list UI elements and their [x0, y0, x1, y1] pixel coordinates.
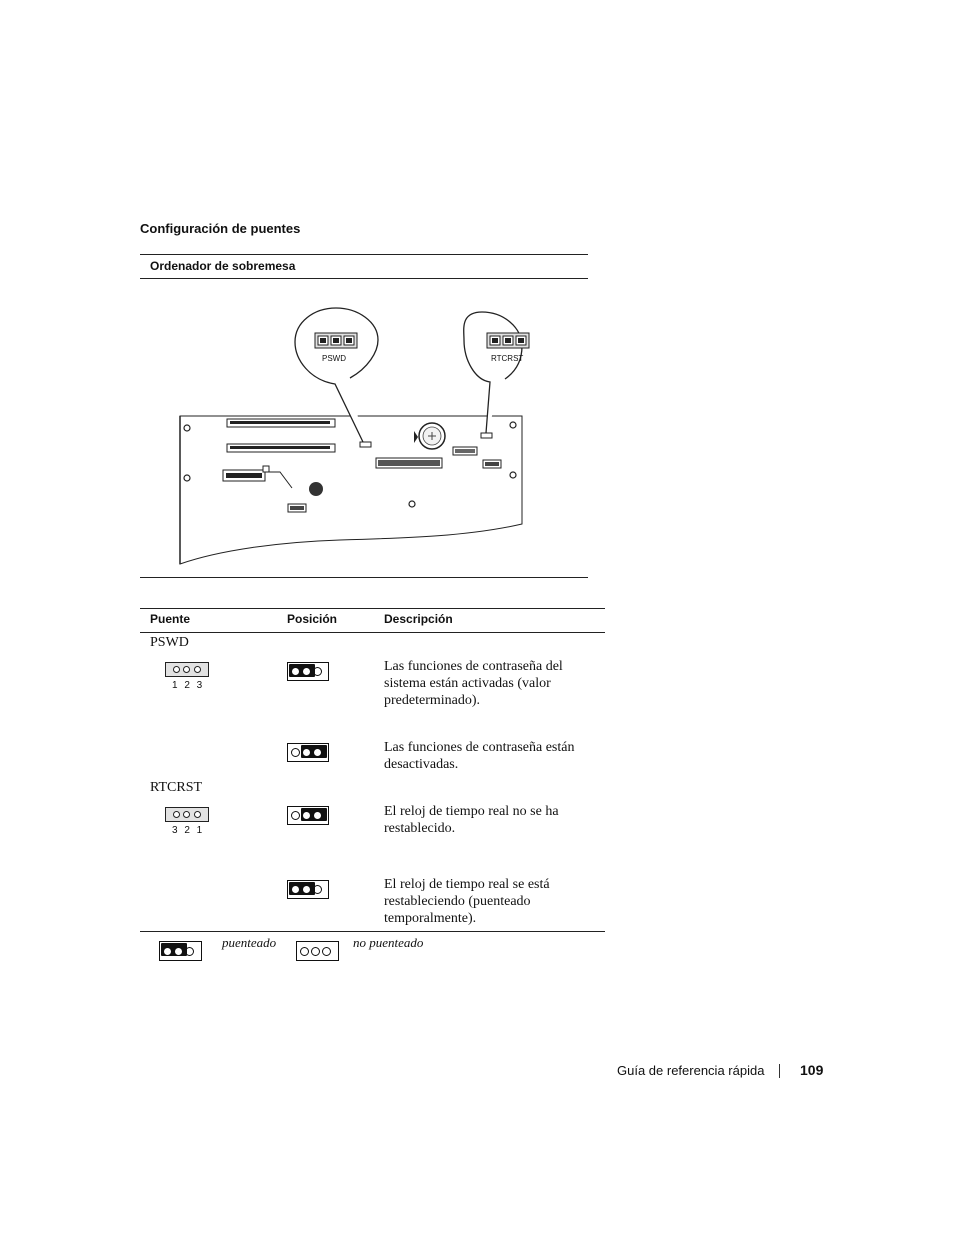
table-top-rule	[140, 608, 605, 609]
figure-bottom-rule	[140, 577, 588, 578]
legend-unjumpered-icon	[296, 941, 339, 961]
rtcrst-callout-label: RTCRST	[491, 354, 524, 363]
pswd-pin-numbers: 1 2 3	[172, 680, 205, 691]
jumper-pins-2-1-closed-icon	[287, 806, 329, 825]
rtcrst-jumper-location	[481, 433, 492, 438]
legend-unjumpered-label: no puenteado	[353, 935, 424, 950]
rtcrst-callout	[464, 312, 522, 433]
rtcrst-callout-header	[487, 333, 529, 348]
rtcrst-header-icon	[165, 807, 209, 822]
footer-title: Guía de referencia rápida	[617, 1063, 765, 1078]
rtc-reset-description: El reloj de tiempo real se está restableciendo (puenteado temporalmente).	[384, 877, 550, 926]
rtc-not-reset-description: El reloj de tiempo real no se ha restablecido.	[384, 804, 559, 836]
pswd-callout-header	[315, 333, 357, 348]
speaker	[309, 482, 323, 496]
motherboard-diagram	[170, 300, 540, 570]
section-title: Configuración de puentes	[140, 221, 301, 236]
pswd-jumper-location	[360, 442, 371, 447]
jumper-pins-1-2-closed-icon	[287, 662, 329, 681]
jumper-pins-3-2-closed-icon	[287, 880, 329, 899]
figure-subhead-rule	[140, 278, 588, 279]
jumper-pins-2-3-closed-icon	[287, 743, 329, 762]
pswd-header-icon	[165, 662, 209, 677]
pswd-disabled-description: Las funciones de contraseña están desactivadas.	[384, 740, 575, 772]
figure-subhead: Ordenador de sobremesa	[150, 259, 296, 273]
legend-jumpered-label: puenteado	[222, 935, 277, 950]
figure-top-rule	[140, 254, 588, 255]
pswd-enabled-description: Las funciones de contraseña del sistema están activadas (valor predeterminado).	[384, 659, 563, 708]
table-header-rule	[140, 632, 605, 633]
legend-jumpered-icon	[159, 941, 202, 961]
column-header-description: Descripción	[384, 612, 453, 626]
pswd-callout-label: PSWD	[322, 354, 346, 363]
rtcrst-pin-numbers: 3 2 1	[172, 825, 205, 836]
footer-separator	[779, 1064, 780, 1078]
column-header-position: Posición	[287, 612, 338, 626]
jumper-name-pswd: PSWD	[150, 635, 189, 650]
jumper-name-rtcrst: RTCRST	[150, 780, 203, 795]
table-bottom-rule	[140, 931, 605, 932]
column-header-jumper: Puente	[150, 612, 191, 626]
page-number: 109	[800, 1062, 824, 1078]
